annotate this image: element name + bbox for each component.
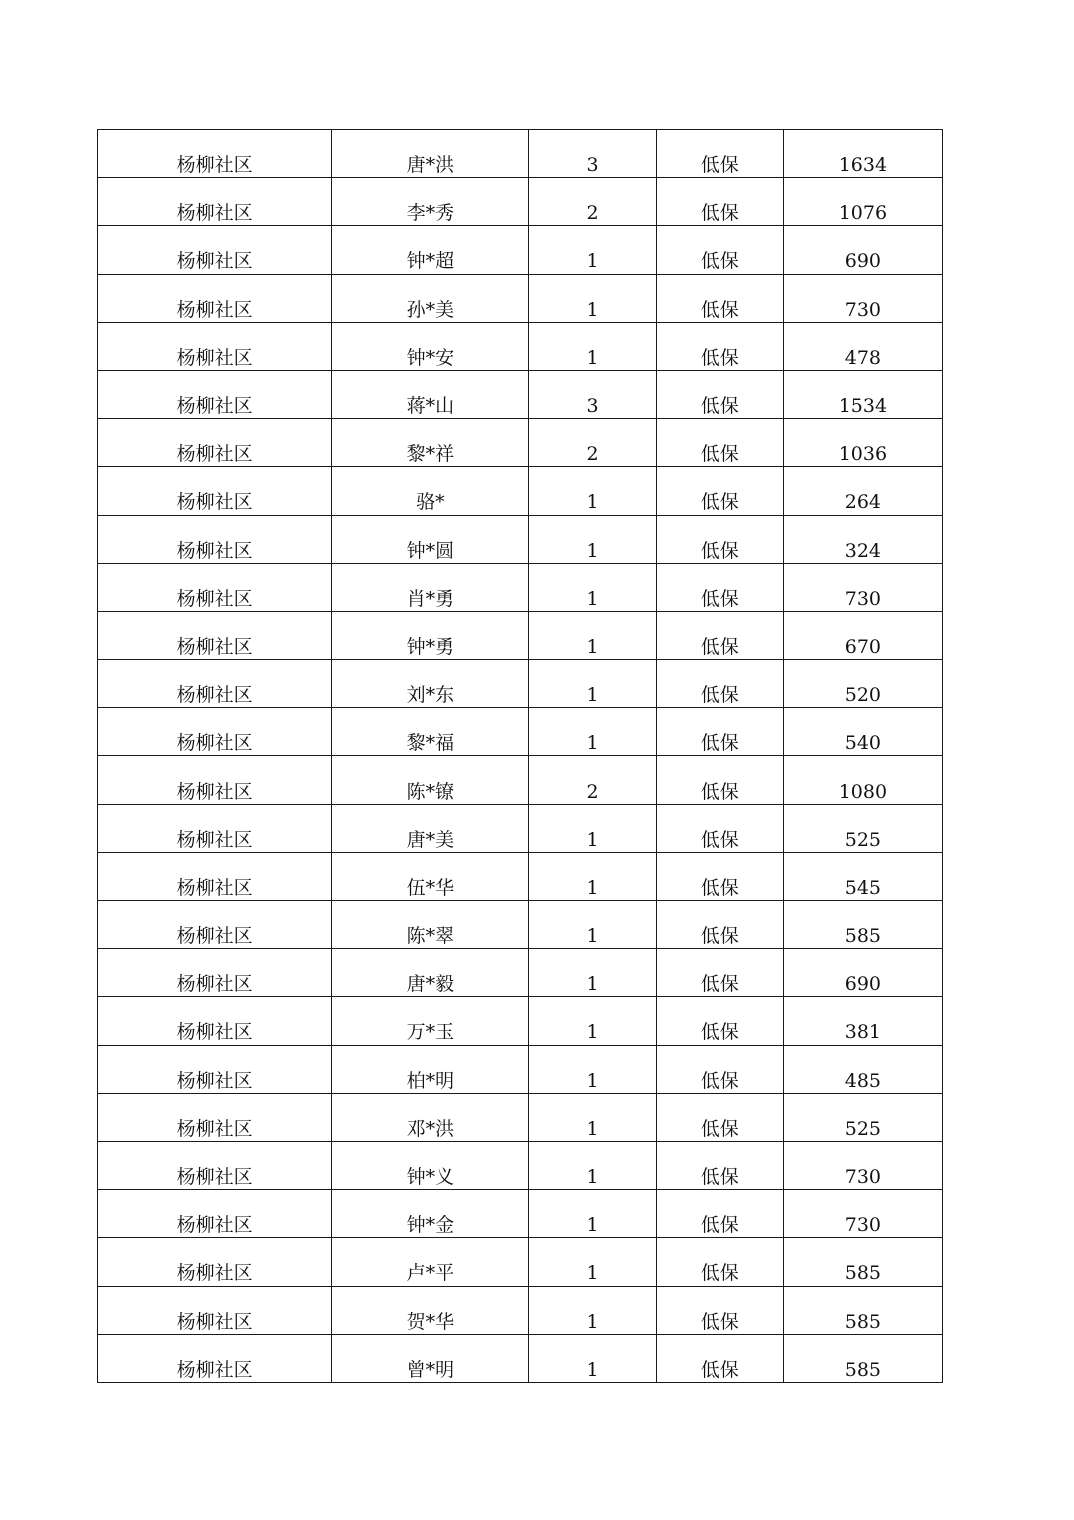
amount-cell [783,370,942,418]
category-cell [656,419,783,467]
name-cell [332,515,529,563]
amount-cell-text: 525 [844,1117,882,1140]
community-cell [98,467,332,515]
category-cell-text: 低保 [700,1310,739,1333]
category-cell [656,467,783,515]
community-cell-text: 杨柳社区 [176,1069,253,1092]
category-cell [656,1190,783,1238]
amount-cell [783,226,942,274]
name-cell [332,1093,529,1141]
member-count-cell [529,178,656,226]
community-cell-text: 杨柳社区 [176,684,253,707]
community-cell-text: 杨柳社区 [176,443,253,466]
table-row [98,178,943,226]
member-count-cell [529,756,656,804]
category-cell [656,226,783,274]
member-count-cell-text: 1 [586,346,599,369]
table-row [98,1238,943,1286]
table-row [98,1093,943,1141]
community-cell-text: 杨柳社区 [176,587,253,610]
name-cell-text: 蒋*山 [406,395,455,418]
member-count-cell [529,852,656,900]
category-cell-text: 低保 [700,539,739,562]
table-row [98,370,943,418]
name-cell [332,1286,529,1334]
category-cell [656,178,783,226]
amount-cell-text: 585 [844,925,882,948]
member-count-cell-text: 2 [586,780,599,803]
community-cell [98,1286,332,1334]
community-cell-text: 杨柳社区 [176,1310,253,1333]
category-cell-text: 低保 [700,780,739,803]
category-cell [656,1141,783,1189]
community-cell [98,370,332,418]
name-cell-text: 李*秀 [406,202,455,225]
community-cell [98,322,332,370]
name-cell [332,130,529,178]
name-cell [332,756,529,804]
amount-cell-text: 690 [844,973,882,996]
amount-cell [783,1045,942,1093]
category-cell-text: 低保 [700,876,739,899]
amount-cell-text: 1080 [838,780,888,803]
community-cell [98,756,332,804]
member-count-cell-text: 2 [586,443,599,466]
member-count-cell [529,1093,656,1141]
table-row [98,997,943,1045]
amount-cell-text: 485 [844,1069,882,1092]
name-cell [332,852,529,900]
name-cell-text: 骆* [416,491,445,514]
name-cell [332,563,529,611]
amount-cell-text: 730 [844,1166,882,1189]
member-count-cell [529,901,656,949]
category-cell [656,804,783,852]
community-cell-text: 杨柳社区 [176,876,253,899]
name-cell [332,1334,529,1382]
community-cell [98,226,332,274]
amount-cell [783,515,942,563]
name-cell [332,226,529,274]
community-cell [98,997,332,1045]
member-count-cell [529,1190,656,1238]
name-cell [332,419,529,467]
amount-cell-text: 478 [844,346,882,369]
community-cell-text: 杨柳社区 [176,1214,253,1237]
amount-cell [783,660,942,708]
name-cell [332,660,529,708]
amount-cell [783,901,942,949]
amount-cell [783,804,942,852]
amount-cell-text: 730 [844,298,882,321]
name-cell-text: 曾*明 [406,1358,455,1381]
category-cell-text: 低保 [700,1166,739,1189]
member-count-cell [529,467,656,515]
community-cell [98,178,332,226]
name-cell-text: 邓*洪 [406,1117,455,1140]
category-cell [656,130,783,178]
table-row [98,756,943,804]
member-count-cell-text: 1 [586,1069,599,1092]
name-cell-text: 陈*翠 [406,925,455,948]
name-cell [332,1141,529,1189]
name-cell-text: 卢*平 [406,1262,455,1285]
category-cell [656,322,783,370]
community-cell [98,419,332,467]
member-count-cell [529,370,656,418]
amount-cell [783,611,942,659]
amount-cell-text: 585 [844,1262,882,1285]
community-cell [98,708,332,756]
member-count-cell-text: 1 [586,973,599,996]
amount-cell-text: 1534 [838,395,888,418]
table-row [98,563,943,611]
amount-cell [783,1238,942,1286]
table-row [98,226,943,274]
data-table [97,129,943,1383]
table-row [98,1141,943,1189]
name-cell-text: 钟*圆 [406,539,455,562]
member-count-cell-text: 1 [586,876,599,899]
amount-cell [783,1190,942,1238]
name-cell-text: 唐*洪 [406,154,455,177]
name-cell [332,1045,529,1093]
community-cell [98,660,332,708]
category-cell [656,949,783,997]
amount-cell-text: 545 [844,876,882,899]
amount-cell-text: 585 [844,1310,882,1333]
category-cell [656,611,783,659]
community-cell-text: 杨柳社区 [176,1166,253,1189]
category-cell [656,1045,783,1093]
community-cell-text: 杨柳社区 [176,635,253,658]
member-count-cell-text: 1 [586,1262,599,1285]
amount-cell [783,563,942,611]
category-cell-text: 低保 [700,1069,739,1092]
name-cell [332,1190,529,1238]
name-cell [332,1238,529,1286]
table-body [98,130,943,1383]
category-cell-text: 低保 [700,202,739,225]
table-row [98,852,943,900]
category-cell-text: 低保 [700,154,739,177]
member-count-cell [529,708,656,756]
table-row [98,949,943,997]
category-cell-text: 低保 [700,732,739,755]
category-cell-text: 低保 [700,1021,739,1044]
name-cell-text: 黎*祥 [406,443,455,466]
category-cell [656,1238,783,1286]
amount-cell [783,1334,942,1382]
category-cell-text: 低保 [700,395,739,418]
member-count-cell [529,322,656,370]
community-cell [98,1141,332,1189]
table-row [98,515,943,563]
name-cell [332,322,529,370]
name-cell-text: 唐*毅 [406,973,455,996]
member-count-cell-text: 1 [586,539,599,562]
amount-cell-text: 525 [844,828,882,851]
name-cell-text: 贺*华 [406,1310,455,1333]
table-row [98,611,943,659]
community-cell [98,852,332,900]
category-cell-text: 低保 [700,250,739,273]
member-count-cell [529,1286,656,1334]
community-cell [98,1045,332,1093]
member-count-cell [529,515,656,563]
amount-cell-text: 1076 [838,202,888,225]
category-cell-text: 低保 [700,1214,739,1237]
amount-cell-text: 540 [844,732,882,755]
member-count-cell [529,419,656,467]
amount-cell [783,178,942,226]
table-row [98,130,943,178]
name-cell-text: 唐*美 [406,828,455,851]
category-cell [656,756,783,804]
amount-cell-text: 730 [844,587,882,610]
community-cell [98,901,332,949]
category-cell-text: 低保 [700,587,739,610]
name-cell-text: 伍*华 [406,876,455,899]
amount-cell-text: 690 [844,250,882,273]
name-cell-text: 孙*美 [406,298,455,321]
member-count-cell-text: 1 [586,298,599,321]
category-cell-text: 低保 [700,828,739,851]
category-cell [656,274,783,322]
community-cell [98,563,332,611]
member-count-cell-text: 1 [586,491,599,514]
amount-cell [783,756,942,804]
name-cell [332,804,529,852]
member-count-cell [529,660,656,708]
category-cell [656,563,783,611]
name-cell-text: 钟*金 [406,1214,455,1237]
member-count-cell-text: 1 [586,635,599,658]
table-row [98,1190,943,1238]
name-cell [332,949,529,997]
community-cell-text: 杨柳社区 [176,491,253,514]
amount-cell [783,467,942,515]
amount-cell [783,1286,942,1334]
member-count-cell-text: 1 [586,1214,599,1237]
community-cell-text: 杨柳社区 [176,732,253,755]
amount-cell [783,1141,942,1189]
name-cell [332,708,529,756]
amount-cell [783,1093,942,1141]
category-cell-text: 低保 [700,346,739,369]
community-cell-text: 杨柳社区 [176,395,253,418]
name-cell [332,901,529,949]
category-cell-text: 低保 [700,973,739,996]
community-cell-text: 杨柳社区 [176,298,253,321]
name-cell [332,467,529,515]
amount-cell [783,997,942,1045]
member-count-cell [529,130,656,178]
category-cell [656,1334,783,1382]
amount-cell-text: 381 [844,1021,882,1044]
name-cell-text: 陈*镣 [406,780,455,803]
member-count-cell-text: 1 [586,1358,599,1381]
amount-cell-text: 264 [844,491,882,514]
member-count-cell-text: 1 [586,925,599,948]
name-cell-text: 刘*东 [406,684,455,707]
name-cell-text: 万*玉 [406,1021,455,1044]
amount-cell [783,419,942,467]
member-count-cell [529,226,656,274]
member-count-cell [529,274,656,322]
category-cell-text: 低保 [700,1262,739,1285]
member-count-cell-text: 1 [586,732,599,755]
amount-cell [783,708,942,756]
amount-cell-text: 585 [844,1358,882,1381]
member-count-cell [529,1045,656,1093]
amount-cell-text: 1634 [838,154,888,177]
amount-cell [783,852,942,900]
category-cell [656,660,783,708]
member-count-cell [529,804,656,852]
community-cell [98,130,332,178]
name-cell-text: 钟*勇 [406,635,455,658]
name-cell-text: 柏*明 [406,1069,455,1092]
category-cell-text: 低保 [700,443,739,466]
category-cell-text: 低保 [700,1358,739,1381]
table-row [98,419,943,467]
table-row [98,322,943,370]
community-cell [98,1093,332,1141]
community-cell [98,1190,332,1238]
category-cell [656,708,783,756]
name-cell [332,997,529,1045]
category-cell [656,901,783,949]
community-cell-text: 杨柳社区 [176,1117,253,1140]
amount-cell-text: 670 [844,635,882,658]
member-count-cell-text: 1 [586,684,599,707]
category-cell [656,997,783,1045]
name-cell-text: 钟*义 [406,1166,455,1189]
member-count-cell-text: 2 [586,202,599,225]
name-cell-text: 钟*安 [406,346,455,369]
name-cell-text: 肖*勇 [406,587,455,610]
category-cell [656,370,783,418]
community-cell-text: 杨柳社区 [176,346,253,369]
table-row [98,1286,943,1334]
community-cell [98,611,332,659]
community-cell [98,1334,332,1382]
community-cell-text: 杨柳社区 [176,1262,253,1285]
community-cell-text: 杨柳社区 [176,1021,253,1044]
member-count-cell [529,1334,656,1382]
member-count-cell [529,1238,656,1286]
category-cell [656,1093,783,1141]
community-cell [98,949,332,997]
name-cell [332,274,529,322]
community-cell [98,274,332,322]
member-count-cell-text: 1 [586,1117,599,1140]
community-cell-text: 杨柳社区 [176,780,253,803]
member-count-cell [529,949,656,997]
amount-cell-text: 324 [844,539,882,562]
member-count-cell [529,563,656,611]
table-row [98,901,943,949]
category-cell [656,515,783,563]
category-cell-text: 低保 [700,491,739,514]
community-cell-text: 杨柳社区 [176,539,253,562]
table-row [98,708,943,756]
category-cell [656,1286,783,1334]
member-count-cell [529,997,656,1045]
community-cell-text: 杨柳社区 [176,925,253,948]
name-cell-text: 钟*超 [406,250,455,273]
table-row [98,1334,943,1382]
category-cell-text: 低保 [700,298,739,321]
category-cell-text: 低保 [700,635,739,658]
member-count-cell-text: 1 [586,587,599,610]
amount-cell [783,130,942,178]
community-cell-text: 杨柳社区 [176,202,253,225]
amount-cell [783,322,942,370]
category-cell [656,852,783,900]
amount-cell-text: 520 [844,684,882,707]
table-row [98,804,943,852]
name-cell-text: 黎*福 [406,732,455,755]
member-count-cell-text: 1 [586,1310,599,1333]
member-count-cell-text: 1 [586,250,599,273]
name-cell [332,370,529,418]
category-cell-text: 低保 [700,1117,739,1140]
member-count-cell-text: 3 [586,395,599,418]
community-cell-text: 杨柳社区 [176,154,253,177]
community-cell [98,515,332,563]
member-count-cell [529,611,656,659]
member-count-cell-text: 3 [586,154,599,177]
member-count-cell [529,1141,656,1189]
table-row [98,1045,943,1093]
member-count-cell-text: 1 [586,1021,599,1044]
community-cell-text: 杨柳社区 [176,828,253,851]
category-cell-text: 低保 [700,925,739,948]
community-cell [98,804,332,852]
amount-cell [783,949,942,997]
member-count-cell-text: 1 [586,1166,599,1189]
category-cell-text: 低保 [700,684,739,707]
amount-cell-text: 1036 [838,443,888,466]
amount-cell [783,274,942,322]
community-cell-text: 杨柳社区 [176,973,253,996]
member-count-cell-text: 1 [586,828,599,851]
amount-cell-text: 730 [844,1214,882,1237]
community-cell [98,1238,332,1286]
community-cell-text: 杨柳社区 [176,1358,253,1381]
community-cell-text: 杨柳社区 [176,250,253,273]
name-cell [332,611,529,659]
name-cell [332,178,529,226]
table-row [98,274,943,322]
table-row [98,660,943,708]
table-row [98,467,943,515]
